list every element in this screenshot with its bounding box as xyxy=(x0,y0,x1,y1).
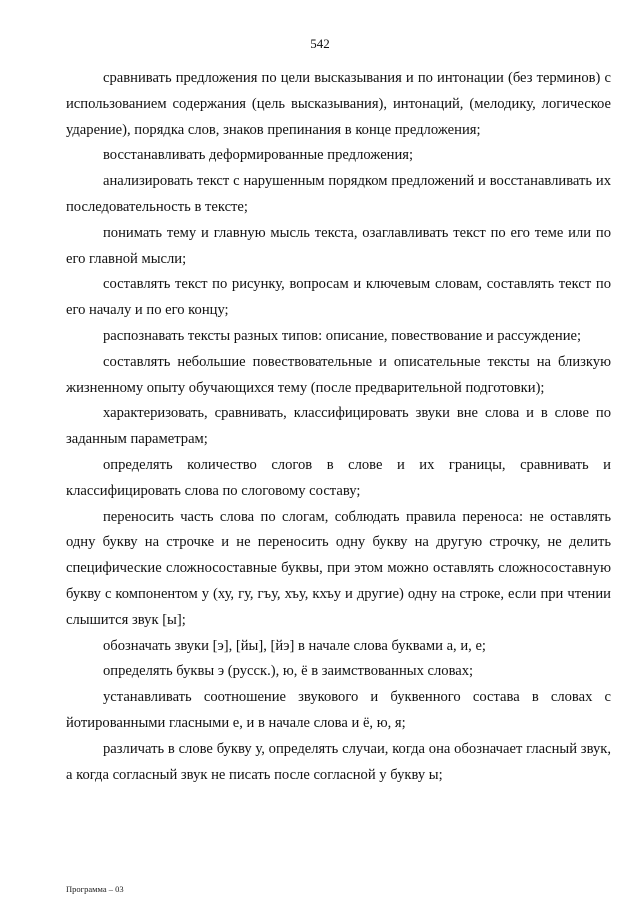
paragraph: обозначать звуки [э], [йы], [йэ] в начале слова буквами а, и, е; xyxy=(103,637,486,654)
page-number: 542 xyxy=(310,36,330,51)
paragraph: восстанавливать деформированные предложения; xyxy=(103,147,414,164)
paragraph: характеризовать, сравнивать, классифицировать звуки вне слова и в слове по заданным параметрам; xyxy=(66,405,611,448)
paragraph: определять буквы э (русск.), ю, ё в заимствованных словах; xyxy=(103,663,474,680)
paragraph: распознавать тексты разных типов: описание, повествование и рассуждение; xyxy=(103,327,582,344)
footer-program-label: Программа – 03 xyxy=(66,884,124,894)
paragraph: составлять текст по рисунку, вопросам и ключевым словам, составлять текст по его началу и по его концу; xyxy=(66,276,611,319)
paragraph: различать в слове букву у, определять случаи, когда она обозначает гласный звук, а когда согласный звук не писать после согласной у букву ы; xyxy=(66,740,611,783)
paragraph: понимать тему и главную мысль текста, озаглавливать текст по его теме или по его главной мысли; xyxy=(66,224,611,267)
document-body xyxy=(66,66,611,788)
paragraph: анализировать текст с нарушенным порядком предложений и восстанавливать их последовательность в тексте; xyxy=(66,173,611,215)
paragraph: переносить часть слова по слогам, соблюдать правила переноса: не оставлять одну букву на строчке и не переносить одну букву на другую строчку, не делить специфические сложносоставные буквы, при этом можно оставлять сложносоставную букву с компонентом у (ху, гу, гъу, хъу, кхъу и другие) одну на строке, если при чтении слышится звук [ы]; xyxy=(66,508,611,628)
paragraph: сравнивать предложения по цели высказывания и по интонации (без терминов) с использованием содержания (цель высказывания), интонаций, (мелодику, логическое ударение), порядка слов, знаков препинания в конце предложения; xyxy=(66,70,611,138)
paragraph: составлять небольшие повествовательные и описательные тексты на близкую жизненному опыту обучающихся тему (после предварительной подготовки); xyxy=(66,353,611,396)
paragraph: устанавливать соотношение звукового и буквенного состава в словах с йотированными гласными е, и в начале слова и ё, ю, я; xyxy=(66,689,611,731)
paragraph: определять количество слогов в слове и их границы, сравнивать и классифицировать слова по слоговому составу; xyxy=(66,456,611,499)
